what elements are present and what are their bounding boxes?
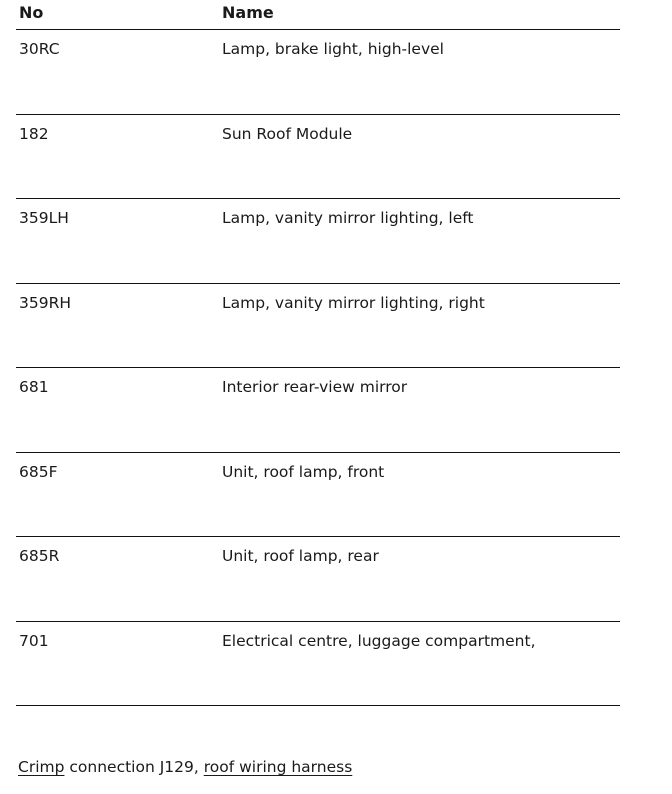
- crimp-link[interactable]: Crimp: [18, 758, 65, 776]
- table-row: [16, 453, 620, 538]
- row-name: Lamp, vanity mirror lighting, right: [222, 293, 485, 312]
- table-row: [16, 622, 620, 707]
- row-no: 182: [19, 124, 49, 143]
- row-no: 30RC: [19, 40, 60, 58]
- header-name: Name: [222, 3, 274, 22]
- row-name: Lamp, vanity mirror lighting, left: [222, 209, 474, 227]
- row-name: Sun Roof Module: [222, 124, 353, 143]
- table-row: [16, 199, 620, 284]
- row-no: 685R: [19, 547, 60, 565]
- row-no: 359RH: [19, 293, 72, 312]
- table-row: [16, 284, 620, 369]
- table-body: [16, 30, 620, 706]
- row-name: Unit, roof lamp, rear: [222, 547, 379, 565]
- components-table: [16, 0, 620, 706]
- table-row: [16, 30, 620, 115]
- harness-link[interactable]: roof wiring harness: [203, 758, 353, 776]
- row-no: 701: [19, 631, 49, 650]
- row-no: 681: [19, 378, 49, 396]
- row-no: 359LH: [19, 209, 69, 227]
- footer-caption: [18, 758, 352, 776]
- row-name: Unit, roof lamp, front: [222, 462, 385, 481]
- row-name: Interior rear-view mirror: [222, 378, 408, 396]
- header-no: No: [19, 3, 44, 22]
- table-header: [16, 0, 620, 30]
- footer-middle: connection J129,: [64, 758, 204, 776]
- table-row: [16, 537, 620, 622]
- table-row: [16, 368, 620, 453]
- table-row: [16, 115, 620, 200]
- row-name: Lamp, brake light, high-level: [222, 40, 444, 58]
- row-no: 685F: [19, 462, 58, 481]
- row-name: Electrical centre, luggage compartment,: [222, 631, 536, 650]
